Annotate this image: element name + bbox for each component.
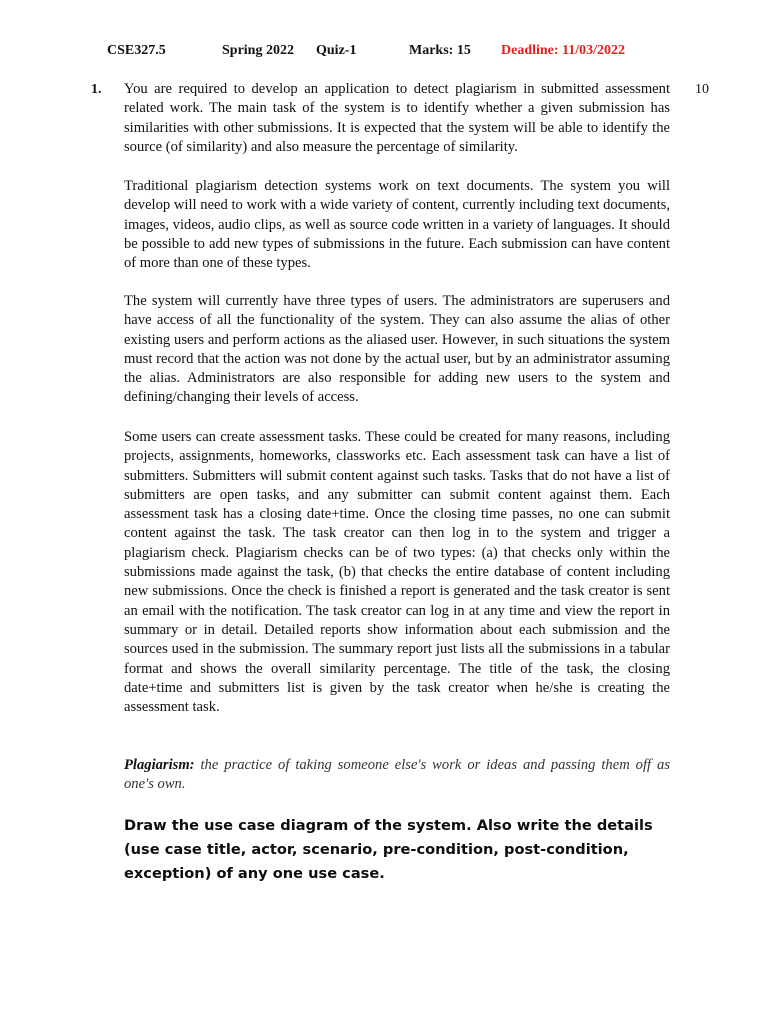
question-marks: 10 [695, 82, 709, 97]
term: Spring 2022 [222, 43, 294, 58]
definition-term: Plagiarism: [124, 757, 195, 773]
question-number: 1. [91, 82, 102, 97]
quiz-title: Quiz-1 [316, 43, 357, 58]
deadline: Deadline: 11/03/2022 [501, 43, 626, 58]
definition-text: the practice of taking someone else's work or ideas and passing them off as one's own. [124, 757, 670, 793]
plagiarism-definition [124, 756, 670, 795]
question-paragraph: The system will currently have three types of users. The administrators are superusers and have access of all the functionality of the system. They can also assume the alias of other existing users and perform actions as the aliased user. However, in such situations the system must record that the action was not done by the actual user, but by an administrator assuming the alias. Administrators are also responsible for adding new users to the system and defining/changing their levels of access. [124, 293, 670, 406]
task-instruction: Draw the use case diagram of the system. Also write the details (use case title, actor, scenario, pre-condition, post-condition, exception) of any one use case. [124, 817, 653, 882]
total-marks: Marks: 15 [409, 43, 471, 58]
question-paragraph: Some users can create assessment tasks. These could be created for many reasons, including projects, assignments, homeworks, classworks etc. Each assessment task can have a list of submitters. Submitters will submit content against such tasks. Tasks that do not have a list of submitters are open tasks, and any submitter can submit content against them. Each assessment task has a closing date+time. Once the closing time passes, no one can submit content against the task. The task creator can then log in to the system and trigger a plagiarism check. Plagiarism checks can be of two types: (a) that checks only within the submissions made against the task, (b) that checks the entire database of content including new submissions. Once the check is finished a report is generated and the task creator is sent an email with the notification. The task creator can log in at any time and view the report in summary or in detail. Detailed reports show information about each submission and the sources used in the submission. The summary report just lists all the submissions in a tabular format and shows the overall similarity percentage. The title of the task, the closing date+time and submitters list is given by the task creator when he/she is creating the assessment task. [124, 429, 670, 716]
question-paragraph: Traditional plagiarism detection systems work on text documents. The system you will develop will need to work with a wide variety of content, currently including text documents, images, videos, audio clips, as well as source code written in a variety of languages. It should be possible to add new types of submissions in the future. Each submission can have content of more than one of these types. [124, 178, 670, 272]
course-code: CSE327.5 [107, 43, 166, 58]
question-paragraph: You are required to develop an application to detect plagiarism in submitted assessment related work. The main task of the system is to identify whether a given submission has similarities with other submissions. It is expected that the system will be able to identify the source (of similarity) and also measure the percentage of similarity. [124, 81, 670, 155]
